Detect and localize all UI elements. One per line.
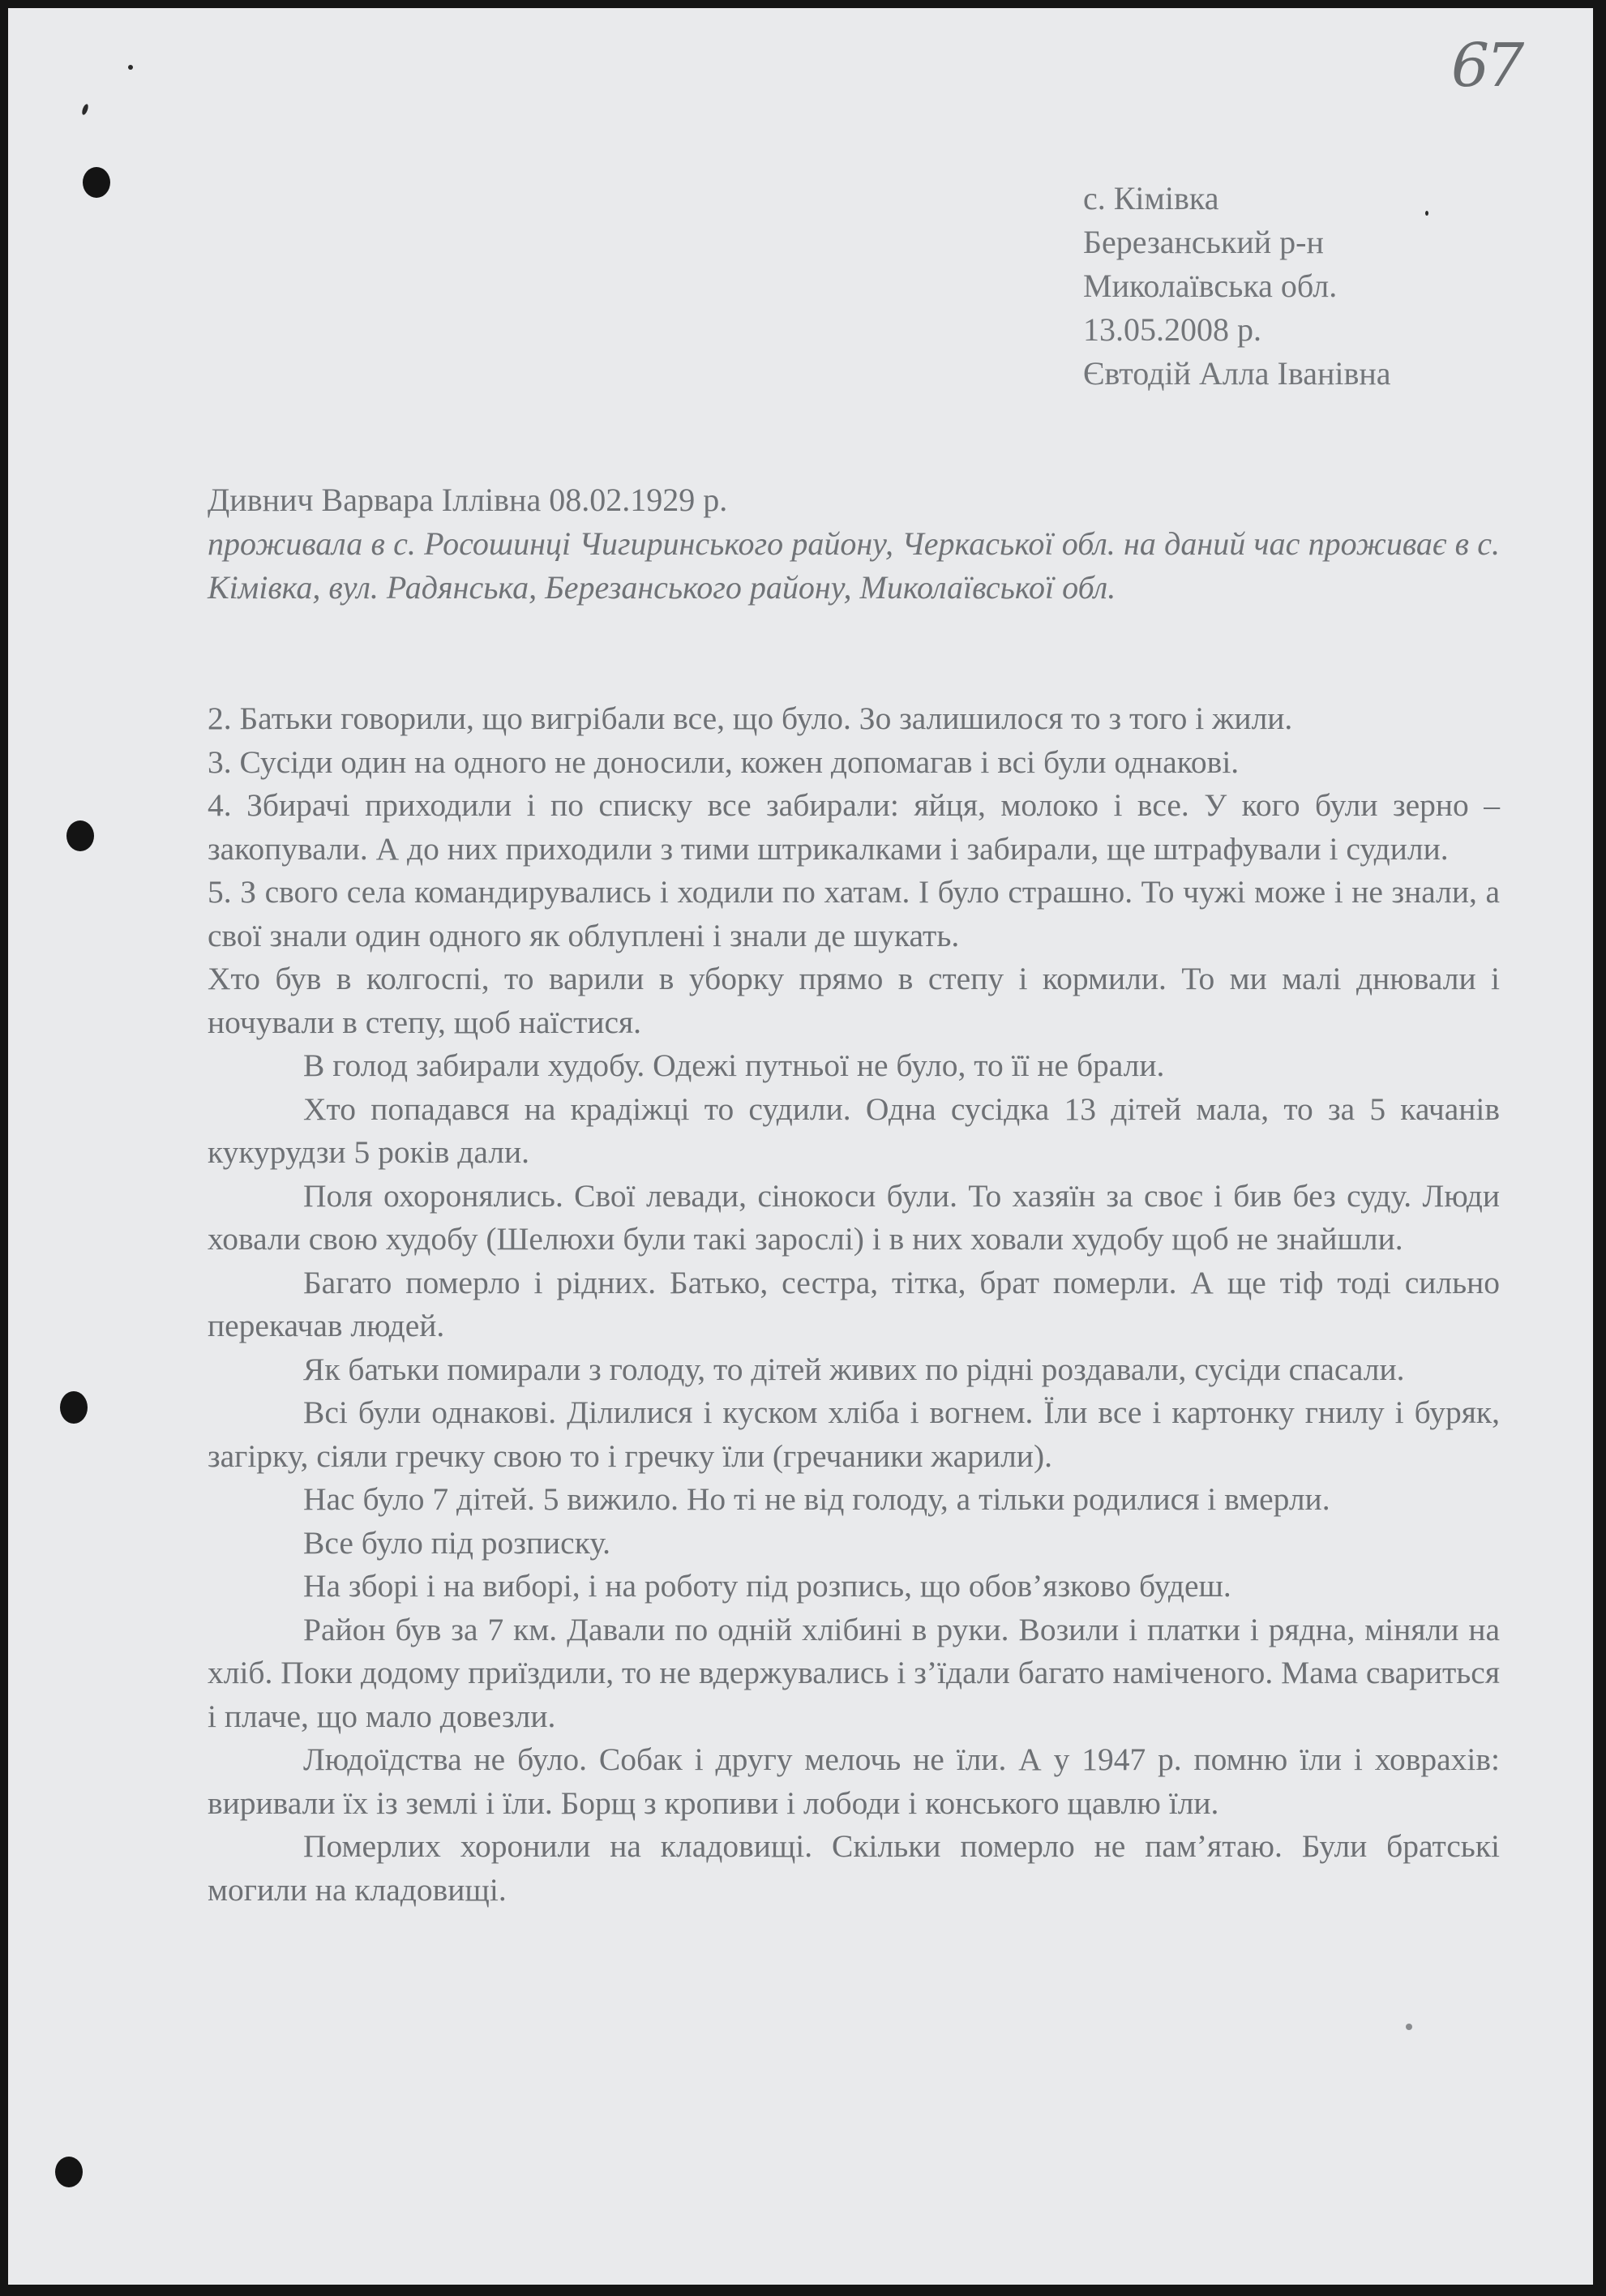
document-page [8,8,1593,2285]
paragraph-cannibalism: Людоїдства не було. Собак і другу мелочь не їли. А у 1947 р. помню їли і ховрахів: виривали їх із землі і їли. Борщ з кропиви і лободи і конського щавлю їли. [208,1741,1500,1821]
header-interviewer: Євтодій Алла Іванівна [1083,355,1391,392]
paragraph-fields: Поля охоронялись. Свої левади, сінокоси були. То хазяїн за своє і бив без суду. Люди ховали свою худобу (Шелюхи були такі зарослі) і в них ховали худобу щоб не знайшли. [208,1177,1500,1257]
paragraph-food: Всі були однакові. Ділилися і куском хліба і вогнем. Їли все і картонку гнилу і буряк, загірку, сіяли гречку свою то і гречку їли (гречаники жарили). [208,1394,1500,1474]
testimony-text [208,697,1500,1912]
punch-hole-bottom [55,2157,83,2187]
header-date: 13.05.2008 р. [1083,311,1261,348]
paragraph-kolhosp: Хто був в колгоспі, то варили в уборку прямо в степу і кормили. То ми малі днювали і ночували в степу, щоб наїстися. [208,961,1500,1040]
respondent-residence: проживала в с. Росошинці Чигиринського району, Черкаської обл. на даний час проживає в с. Кімівка, вул. Радянська, Березанського району, Миколаївської обл. [208,525,1500,606]
header-village: с. Кімівка [1083,180,1219,216]
paragraph-district: Район був за 7 км. Давали по одній хлібині в руки. Возили і платки і рядна, міняли на хліб. Поки додому приїздили, то не вдержувались і з’їдали багато наміченого. Мама свариться і плаче, що мало довезли. [208,1611,1500,1734]
header-region: Миколаївська обл. [1083,268,1338,304]
respondent-name: Дивнич Варвара Іллівна 08.02.1929 р. [208,482,728,518]
paragraph-family: Нас було 7 дітей. 5 вижило. Но ті не від голоду, а тільки родилися і вмерли. [303,1481,1330,1517]
paragraph-burials: Померлих хоронили на кладовищі. Скільки померло не пам’ятаю. Були братські могили на кладовищі. [208,1828,1500,1908]
ink-speck [1425,211,1428,216]
respondent-info [208,478,1500,610]
answer-4: 4. Збирачі приходили і по списку все забирали: яйця, молоко і все. У кого були зерно – закопували. А до них приходили з тими штрикалками і забирали, ще штрафували і судили. [208,787,1500,867]
paragraph-receipt: Все було під розписку. [303,1524,611,1561]
answer-2: 2. Батьки говорили, що вигрібали все, що було. Зо залишилося то з того і жили. [208,700,1293,736]
paragraph-livestock: В голод забирали худобу. Одежі путньої не було, то її не брали. [303,1047,1165,1083]
ink-speck [1406,2024,1412,2030]
paragraph-theft: Хто попадався на крадіжці то судили. Одна сусідка 13 дітей мала, то за 5 качанів кукурудзи 5 років дали. [208,1090,1500,1170]
paragraph-meetings: На зборі і на виборі, і на роботу під розпись, що обов’язково будеш. [303,1568,1231,1604]
answer-3: 3. Сусіди один на одного не доносили, кожен допомагав і всі були однакові. [208,743,1240,780]
ink-speck [128,65,133,70]
handwritten-page-number: 67 [1451,31,1522,101]
header-district: Березанський р-н [1083,224,1324,260]
ink-speck [81,103,89,115]
punch-hole-lower-middle [60,1391,88,1424]
paragraph-relatives: Багато померло і рідних. Батько, сестра, тітка, брат померли. А ще тіф тоді сильно перекачав людей. [208,1264,1500,1343]
interview-header [1083,177,1391,396]
punch-hole-upper-middle [66,820,94,851]
punch-hole-top [83,167,110,198]
paragraph-orphans: Як батьки помирали з голоду, то дітей живих по рідні роздавали, сусіди спасали. [303,1351,1405,1387]
answer-5: 5. З свого села командирувались і ходили по хатам. І було страшно. То чужі може і не знали, а свої знали один одного як облуплені і знали де шукать. [208,874,1500,953]
